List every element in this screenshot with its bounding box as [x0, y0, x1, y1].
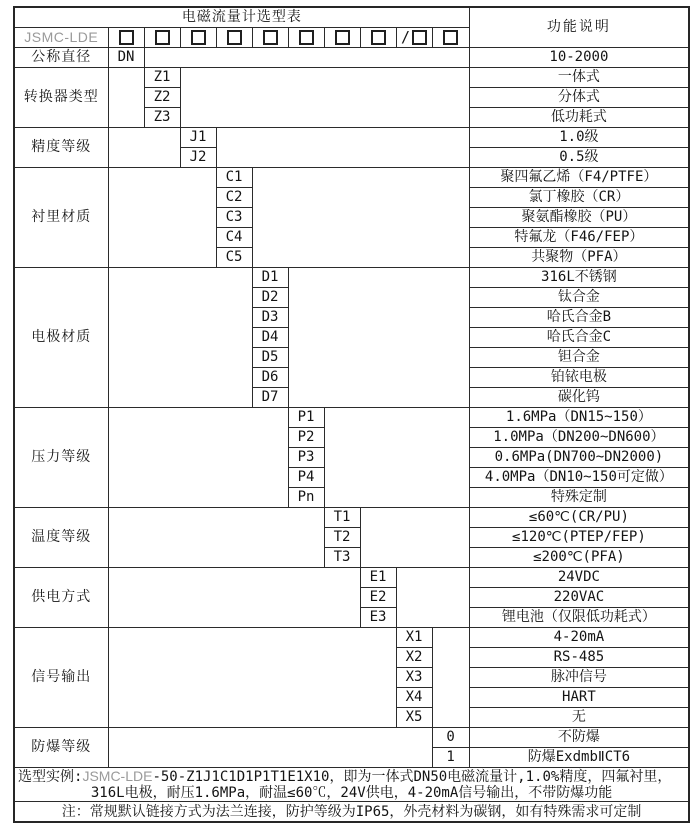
blank-cell [108, 408, 288, 508]
value-cell-C4: 特氟龙（F46/FEP） [469, 228, 689, 248]
code-cell-E1: E1 [360, 568, 396, 588]
model-digit-cell-2 [144, 28, 180, 48]
blank-cell [288, 268, 469, 408]
note-text: 注：常规默认链接方式为法兰连接，防护等级为IP65，外壳材料为碳钢，如有特殊需求可定制 [14, 802, 689, 823]
value-cell-P4: 4.0MPa（DN10~150可定做） [469, 468, 689, 488]
section-label-7: 温度等级 [14, 508, 108, 568]
value-cell-X2: RS-485 [469, 648, 689, 668]
blank-cell [108, 568, 360, 628]
code-cell-P4: P4 [288, 468, 324, 488]
value-cell-C1: 聚四氟乙烯（F4/PTFE） [469, 168, 689, 188]
code-cell-D1: D1 [252, 268, 288, 288]
value-cell-E1: 24VDC [469, 568, 689, 588]
code-cell-P1: P1 [288, 408, 324, 428]
blank-cell [108, 68, 144, 128]
model-digit-cell-8 [360, 28, 396, 48]
code-cell-D3: D3 [252, 308, 288, 328]
model-digit-cell-10 [432, 28, 469, 48]
code-cell-D5: D5 [252, 348, 288, 368]
blank-cell [108, 268, 252, 408]
value-cell-DN: 10-2000 [469, 48, 689, 68]
code-cell-Z3: Z3 [144, 108, 180, 128]
section-label-5: 电极材质 [14, 268, 108, 408]
code-cell-Pn: Pn [288, 488, 324, 508]
value-cell-P3: 0.6MPa(DN700~DN2000) [469, 448, 689, 468]
code-cell-P3: P3 [288, 448, 324, 468]
value-cell-D1: 316L不锈钢 [469, 268, 689, 288]
section-label-3: 精度等级 [14, 128, 108, 168]
model-prefix-label: JSMC-LDE [14, 28, 108, 48]
section-label-10: 防爆等级 [14, 728, 108, 768]
section-label-6: 压力等级 [14, 408, 108, 508]
example-label: 选型实例: [18, 769, 83, 785]
selection-example [14, 768, 689, 802]
code-cell-0: 0 [432, 728, 469, 748]
model-digit-cell-7 [324, 28, 360, 48]
code-cell-C1: C1 [216, 168, 252, 188]
value-cell-E3: 锂电池（仅限低功耗式） [469, 608, 689, 628]
empty-checkbox-icon [119, 30, 134, 45]
empty-checkbox-icon [371, 30, 386, 45]
value-cell-D6: 铂铱电极 [469, 368, 689, 388]
value-cell-X1: 4-20mA [469, 628, 689, 648]
model-digit-cell-4 [216, 28, 252, 48]
value-cell-D4: 哈氏合金C [469, 328, 689, 348]
code-cell-Z1: Z1 [144, 68, 180, 88]
code-cell-D2: D2 [252, 288, 288, 308]
section-label-9: 信号输出 [14, 628, 108, 728]
value-cell-P1: 1.6MPa（DN15~150） [469, 408, 689, 428]
value-cell-T1: ≤60℃(CR/PU) [469, 508, 689, 528]
value-cell-P2: 1.0MPa（DN200~DN600） [469, 428, 689, 448]
value-cell-Pn: 特殊定制 [469, 488, 689, 508]
code-cell-J1: J1 [180, 128, 216, 148]
code-cell-T2: T2 [324, 528, 360, 548]
code-cell-D7: D7 [252, 388, 288, 408]
empty-checkbox-icon [335, 30, 350, 45]
function-column-header: 功能说明 [469, 7, 689, 48]
value-cell-Z3: 低功耗式 [469, 108, 689, 128]
empty-checkbox-icon [412, 30, 427, 45]
blank-cell [324, 408, 469, 508]
table-title: 电磁流量计选型表 [14, 7, 469, 28]
code-cell-T3: T3 [324, 548, 360, 568]
value-cell-X4: HART [469, 688, 689, 708]
value-cell-E2: 220VAC [469, 588, 689, 608]
value-cell-D5: 钽合金 [469, 348, 689, 368]
code-cell-D6: D6 [252, 368, 288, 388]
code-cell-X4: X4 [396, 688, 432, 708]
code-cell-X3: X3 [396, 668, 432, 688]
code-cell-X2: X2 [396, 648, 432, 668]
blank-cell [108, 728, 432, 768]
value-cell-1: 防爆ExdmbⅡCT6 [469, 748, 689, 768]
selection-table [13, 6, 690, 823]
code-cell-C2: C2 [216, 188, 252, 208]
empty-checkbox-icon [155, 30, 170, 45]
code-cell-DN: DN [108, 48, 144, 68]
example-line-2: 316L电极，耐压1.6MPa，耐温≤60℃，24V供电，4-20mA信号输出，不带防爆功能 [90, 785, 613, 802]
code-cell-D4: D4 [252, 328, 288, 348]
code-cell-X1: X1 [396, 628, 432, 648]
value-cell-X3: 脉冲信号 [469, 668, 689, 688]
blank-cell [432, 628, 469, 728]
section-label-4: 衬里材质 [14, 168, 108, 268]
value-cell-D2: 钛合金 [469, 288, 689, 308]
code-cell-T1: T1 [324, 508, 360, 528]
example-model-code: -50-Z1J1C1D1P1T1E1X10，即为一体式DN50电磁流量计,1.0%精度，四氟衬里， [152, 769, 672, 785]
section-label-1: 公称直径 [14, 48, 108, 68]
blank-cell [108, 128, 180, 168]
code-cell-1: 1 [432, 748, 469, 768]
value-cell-Z2: 分体式 [469, 88, 689, 108]
code-cell-X5: X5 [396, 708, 432, 728]
code-cell-P2: P2 [288, 428, 324, 448]
value-cell-C5: 共聚物（PFA） [469, 248, 689, 268]
blank-cell [180, 68, 469, 128]
slash-separator: / [400, 27, 411, 46]
blank-cell [144, 48, 469, 68]
blank-cell [108, 168, 216, 268]
empty-checkbox-icon [263, 30, 278, 45]
blank-cell [108, 508, 324, 568]
value-cell-D3: 哈氏合金B [469, 308, 689, 328]
blank-cell [360, 508, 469, 568]
blank-cell [252, 168, 469, 268]
section-label-2: 转换器类型 [14, 68, 108, 128]
code-cell-C5: C5 [216, 248, 252, 268]
model-digit-cell-3 [180, 28, 216, 48]
empty-checkbox-icon [227, 30, 242, 45]
code-cell-C4: C4 [216, 228, 252, 248]
empty-checkbox-icon [299, 30, 314, 45]
value-cell-C2: 氯丁橡胶（CR） [469, 188, 689, 208]
model-digit-cell-5 [252, 28, 288, 48]
example-model-prefix: JSMC-LDE [82, 768, 153, 784]
section-label-8: 供电方式 [14, 568, 108, 628]
model-digit-cell-6 [288, 28, 324, 48]
value-cell-T3: ≤200℃(PFA) [469, 548, 689, 568]
blank-cell [216, 128, 469, 168]
example-line-1 [15, 768, 688, 785]
code-cell-E3: E3 [360, 608, 396, 628]
value-cell-X5: 无 [469, 708, 689, 728]
empty-checkbox-icon [191, 30, 206, 45]
code-cell-E2: E2 [360, 588, 396, 608]
empty-checkbox-icon [443, 30, 458, 45]
code-cell-Z2: Z2 [144, 88, 180, 108]
code-cell-C3: C3 [216, 208, 252, 228]
blank-cell [396, 568, 469, 628]
value-cell-Z1: 一体式 [469, 68, 689, 88]
value-cell-J2: 0.5级 [469, 148, 689, 168]
value-cell-J1: 1.0级 [469, 128, 689, 148]
blank-cell [108, 628, 396, 728]
value-cell-D7: 碳化钨 [469, 388, 689, 408]
code-cell-J2: J2 [180, 148, 216, 168]
value-cell-T2: ≤120℃(PTEP/FEP) [469, 528, 689, 548]
model-digit-cell-1 [108, 28, 144, 48]
model-digit-cell-9 [396, 28, 432, 48]
value-cell-C3: 聚氨酯橡胶（PU） [469, 208, 689, 228]
value-cell-0: 不防爆 [469, 728, 689, 748]
